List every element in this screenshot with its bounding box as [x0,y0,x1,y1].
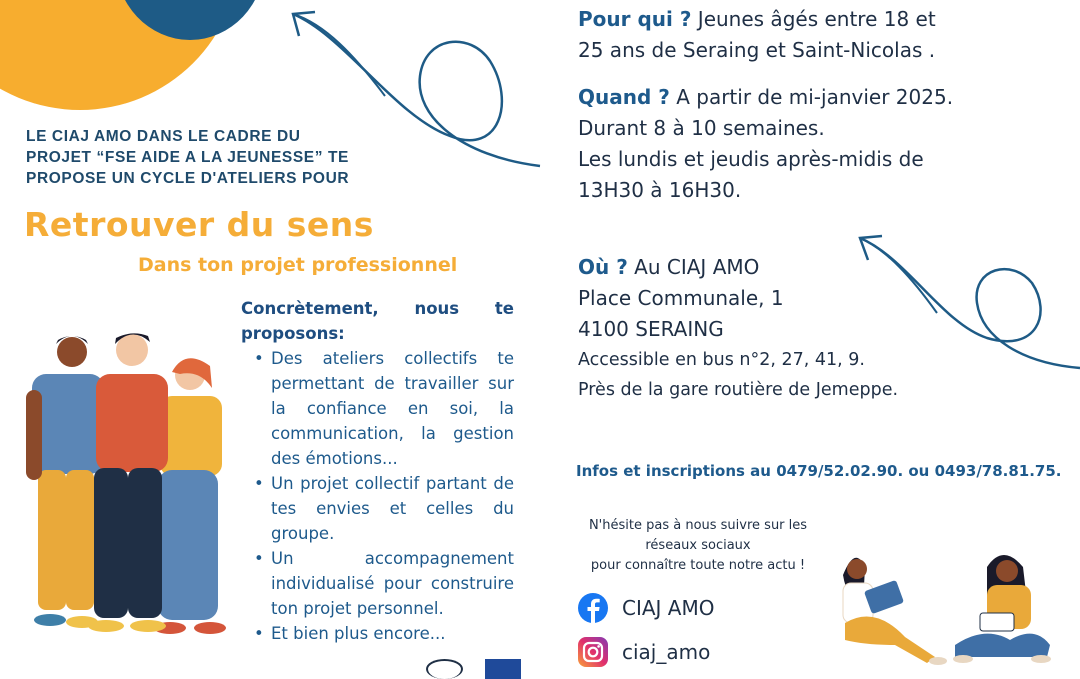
offer-title: proposons: [241,324,345,343]
facebook-icon [577,592,609,624]
list-item: • Et bien plus encore... [271,621,514,646]
ou-line: Au CIAJ AMO [634,255,760,279]
quand-line: Les lundis et jeudis après-midis de 13H30 à 16H30. [578,147,924,202]
inscriptions-text: Infos et inscriptions au 0479/52.02.90. ou 0493/78.81.75. [576,462,1062,480]
quand-line: Durant 8 à 10 semaines. [578,116,825,140]
eu-flag-logo [485,659,521,679]
pour-qui-label: Pour qui ? [578,7,692,31]
ciaj-logo [426,659,463,679]
intro-line: PROJET “FSE AIDE A LA JEUNESSE” TE [26,149,349,166]
follow-line: N'hésite pas à nous suivre sur les [588,518,808,533]
ou-line: 4100 SERAING [578,317,724,341]
intro-line: LE CIAJ AMO DANS LE CADRE DU [26,128,301,145]
ou-line: Accessible en bus n°2, 27, 41, 9. [578,350,865,370]
offer-section [241,296,514,646]
subheadline: Dans ton projet professionnel [138,254,458,276]
instagram-link[interactable] [577,636,710,668]
reading-people-illustration [835,545,1055,674]
intro-text [26,126,426,189]
list-item: • Un projet collectif partant de tes envies et celles du groupe. [271,471,514,546]
quand-block [578,82,978,206]
pour-qui-block [578,4,958,66]
partner-logos [426,659,521,679]
young-people-illustration [20,330,242,646]
instagram-label: ciaj_amo [622,640,711,664]
facebook-label: CIAJ AMO [622,596,715,620]
offer-title: Concrètement, nous te [241,299,514,318]
quand-line: A partir de mi-janvier 2025. [676,85,954,109]
facebook-link[interactable] [577,592,714,624]
follow-line: pour connaître toute notre actu ! [590,558,806,573]
ou-line: Près de la gare routière de Jemeppe. [578,380,899,400]
follow-text [560,516,836,576]
ou-label: Où ? [578,255,628,279]
instagram-icon [577,636,609,668]
list-item: • Des ateliers collectifs te permettant de travailler sur la confiance en soi, la communication, la gestion des émotions... [271,346,514,471]
intro-line: PROPOSE UN CYCLE D'ATELIERS POUR [26,170,350,187]
ou-line: Place Communale, 1 [578,286,784,310]
ou-block [578,252,978,405]
follow-line: réseaux sociaux [645,538,751,553]
headline: Retrouver du sens [24,205,374,244]
pour-qui-text: Jeunes âgés entre 18 et 25 ans de Seraing et Saint-Nicolas . [578,7,936,62]
quand-label: Quand ? [578,85,670,109]
offer-list [241,346,514,646]
list-item: • Un accompagnement individualisé pour construire ton projet personnel. [271,546,514,621]
